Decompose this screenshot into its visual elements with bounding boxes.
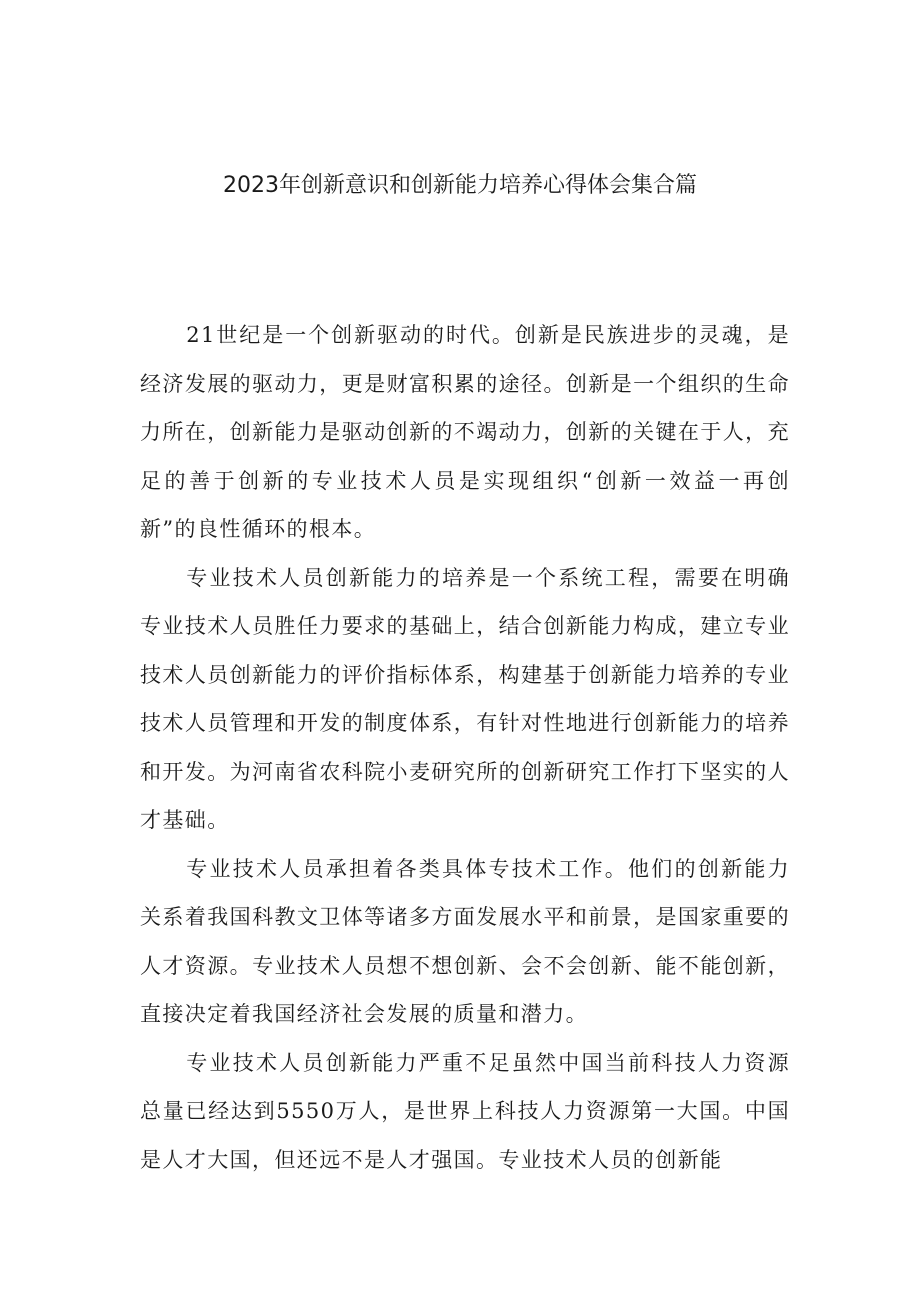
paragraph: 专业技术人员创新能力严重不足虽然中国当前科技人力资源总量已经达到5550万人，是世界上科技人力资源第一大国。中国是人才大国，但还远不是人才强国。专业技术人员的创新能 <box>140 1050 790 1172</box>
document-body <box>140 311 790 1184</box>
document-title: 2023年创新意识和创新能力培养心得体会集合篇 <box>223 173 697 198</box>
paragraph: 21世纪是一个创新驱动的时代。创新是民族进步的灵魂，是经济发展的驱动力，更是财富积累的途径。创新是一个组织的生命力所在，创新能力是驱动创新的不竭动力，创新的关键在于人，充足的善于创新的专业技术人员是实现组织“创新一效益一再创新”的良性循环的根本。 <box>140 323 790 541</box>
paragraph: 专业技术人员承担着各类具体专技术工作。他们的创新能力关系着我国科教文卫体等诸多方面发展水平和前景，是国家重要的人才资源。专业技术人员想不想创新、会不会创新、能不能创新，直接决定着我国经济社会发展的质量和潜力。 <box>140 856 790 1026</box>
paragraph: 专业技术人员创新能力的培养是一个系统工程，需要在明确专业技术人员胜任力要求的基础上，结合创新能力构成，建立专业技术人员创新能力的评价指标体系，构建基于创新能力培养的专业技术人员管理和开发的制度体系，有针对性地进行创新能力的培养和开发。为河南省农科院小麦研究所的创新研究工作打下坚实的人才基础。 <box>140 565 790 832</box>
